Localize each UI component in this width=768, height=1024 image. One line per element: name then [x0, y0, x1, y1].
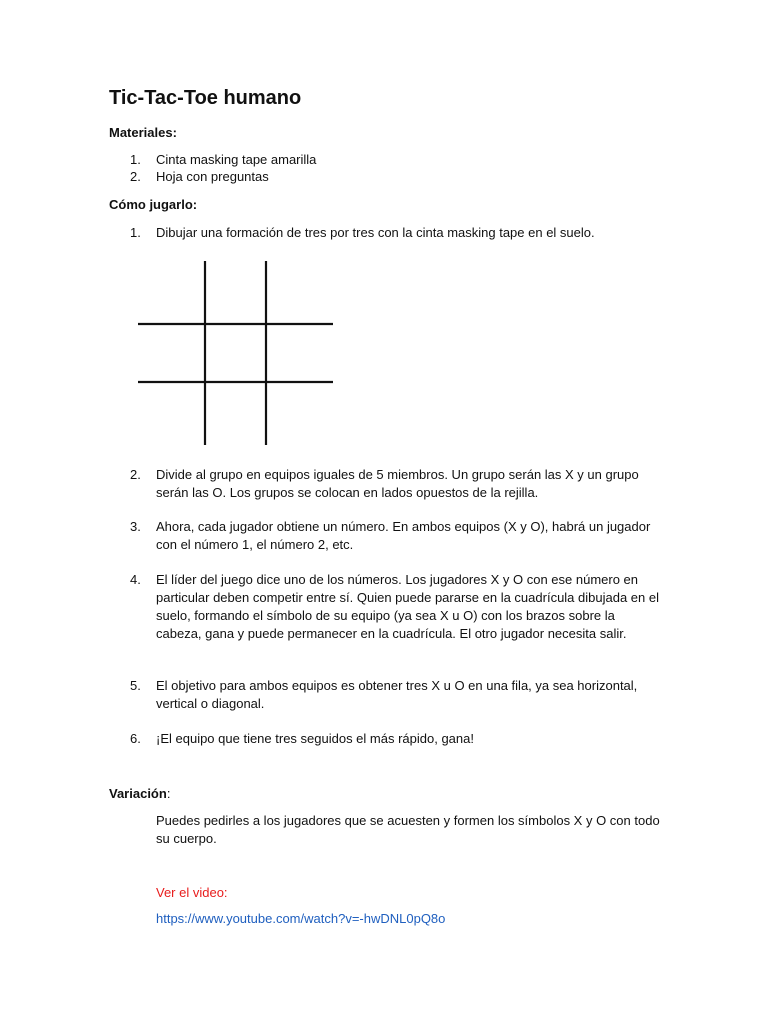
howto-step — [130, 224, 660, 242]
video-link[interactable]: https://www.youtube.com/watch?v=-hwDNL0pQ8o — [156, 911, 446, 926]
tic-tac-toe-grid-diagram — [136, 258, 336, 448]
howto-step-text: El líder del juego dice uno de los números. Los jugadores X y O con ese número en particular deben competir entre sí. Quien puede pararse en la cuadrícula dibujada en el suelo, formando el símbolo de su equipo (ya sea X u O) con los brazos sobre la cabeza, gana y puede permanecer en la cuadrícula. El otro jugador necesita salir. — [156, 572, 659, 641]
howto-step-number: 6. — [130, 731, 141, 746]
howto-step — [130, 518, 660, 554]
variation-heading — [109, 786, 170, 801]
howto-step — [130, 677, 660, 713]
materials-item — [130, 151, 660, 169]
materials-item-number: 1. — [130, 152, 141, 167]
howto-step-number: 3. — [130, 519, 141, 534]
materials-item-text: Hoja con preguntas — [156, 169, 269, 184]
howto-step-number: 1. — [130, 225, 141, 240]
howto-step — [130, 466, 660, 502]
variation-text: Puedes pedirles a los jugadores que se acuesten y formen los símbolos X y O con todo su cuerpo. — [156, 813, 660, 846]
howto-step — [130, 571, 660, 643]
howto-step-text: Ahora, cada jugador obtiene un número. En ambos equipos (X y O), habrá un jugador con el número 1, el número 2, etc. — [156, 519, 651, 552]
howto-step-text: El objetivo para ambos equipos es obtener tres X u O en una fila, ya sea horizontal, vertical o diagonal. — [156, 678, 638, 711]
howto-heading: Cómo jugarlo: — [109, 197, 198, 212]
howto-step — [130, 730, 660, 748]
variation-heading-colon: : — [166, 786, 171, 801]
howto-step-number: 5. — [130, 678, 141, 693]
materials-item-number: 2. — [130, 169, 141, 184]
materials-item-text: Cinta masking tape amarilla — [156, 152, 317, 167]
video-label: Ver el video: — [156, 885, 228, 900]
materials-heading: Materiales: — [109, 125, 177, 140]
variation-heading-label: Variación — [109, 786, 167, 801]
howto-step-number: 4. — [130, 572, 141, 587]
howto-step-text: Dibujar una formación de tres por tres con la cinta masking tape en el suelo. — [156, 225, 595, 240]
howto-step-text: ¡El equipo que tiene tres seguidos el más rápido, gana! — [156, 731, 474, 746]
howto-step-number: 2. — [130, 467, 141, 482]
howto-step-text: Divide al grupo en equipos iguales de 5 miembros. Un grupo serán las X y un grupo serán las O. Los grupos se colocan en lados opuestos de la rejilla. — [156, 467, 639, 500]
document-title: Tic-Tac-Toe humano — [109, 87, 302, 109]
materials-item — [130, 168, 660, 186]
